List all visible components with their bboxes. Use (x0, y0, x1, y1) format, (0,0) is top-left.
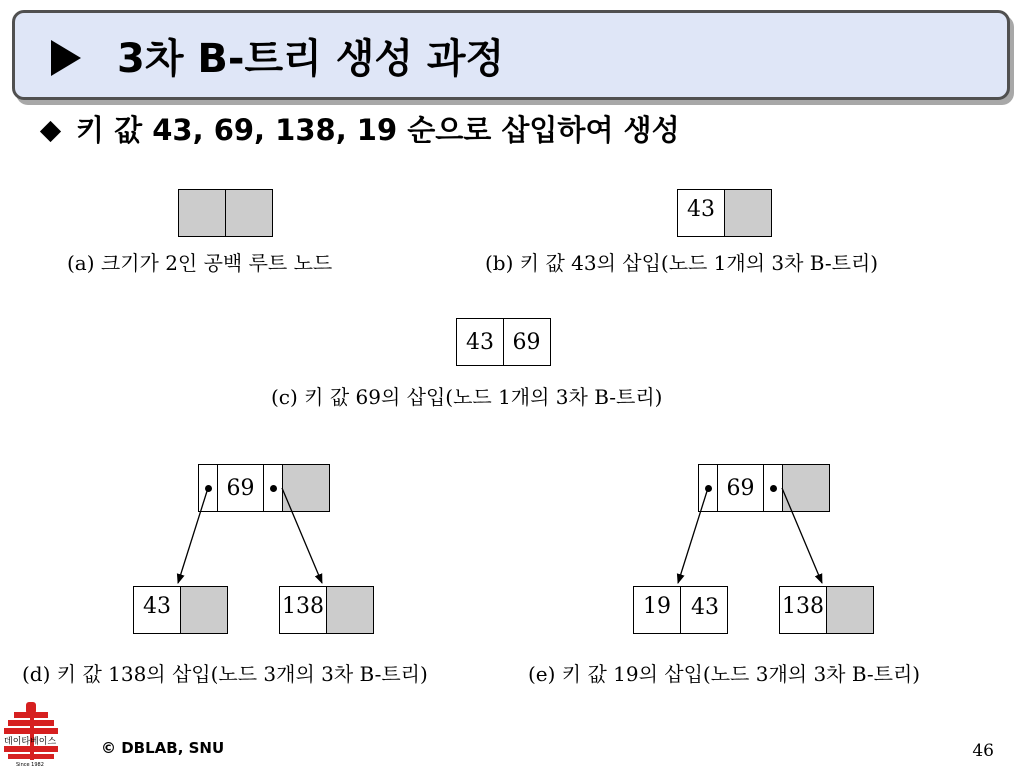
key-slot: 69 (717, 464, 765, 512)
page-number: 46 (972, 741, 994, 761)
caption-c: (c) 키 값 69의 삽입(노드 1개의 3차 B-트리) (271, 385, 663, 409)
caption-e: (e) 키 값 19의 삽입(노드 3개의 3차 B-트리) (528, 662, 921, 686)
key-slot: 69 (503, 318, 551, 366)
key-slot: 19 (633, 586, 681, 634)
caption-a: (a) 크기가 2인 공백 루트 노드 (67, 251, 333, 275)
arrow-e-left (678, 488, 708, 583)
arrow-d-right (282, 488, 322, 583)
caption-b: (b) 키 값 43의 삽입(노드 1개의 3차 B-트리) (485, 251, 879, 275)
key-slot: 43 (133, 586, 181, 634)
svg-text:Since 1982: Since 1982 (16, 762, 44, 768)
key-slot: 43 (456, 318, 504, 366)
svg-text:데이타베이스: 데이타베이스 (4, 737, 57, 747)
key-slot: 43 (677, 189, 725, 237)
key-slot: 138 (279, 586, 327, 634)
overflow-key-label: 43 (691, 595, 719, 620)
key-slot: 69 (217, 464, 265, 512)
dblab-logo-icon (0, 700, 76, 768)
bullet-text: 키 값 43, 69, 138, 19 순으로 삽입하여 생성 (76, 113, 680, 147)
slide-title: 3차 B-트리 생성 과정 (117, 36, 505, 82)
key-slot: 138 (779, 586, 827, 634)
arrow-e-right (782, 488, 822, 583)
copyright-text: © DBLAB, SNU (101, 739, 225, 757)
caption-d: (d) 키 값 138의 삽입(노드 3개의 3차 B-트리) (22, 662, 428, 686)
arrow-d-left (178, 488, 208, 583)
